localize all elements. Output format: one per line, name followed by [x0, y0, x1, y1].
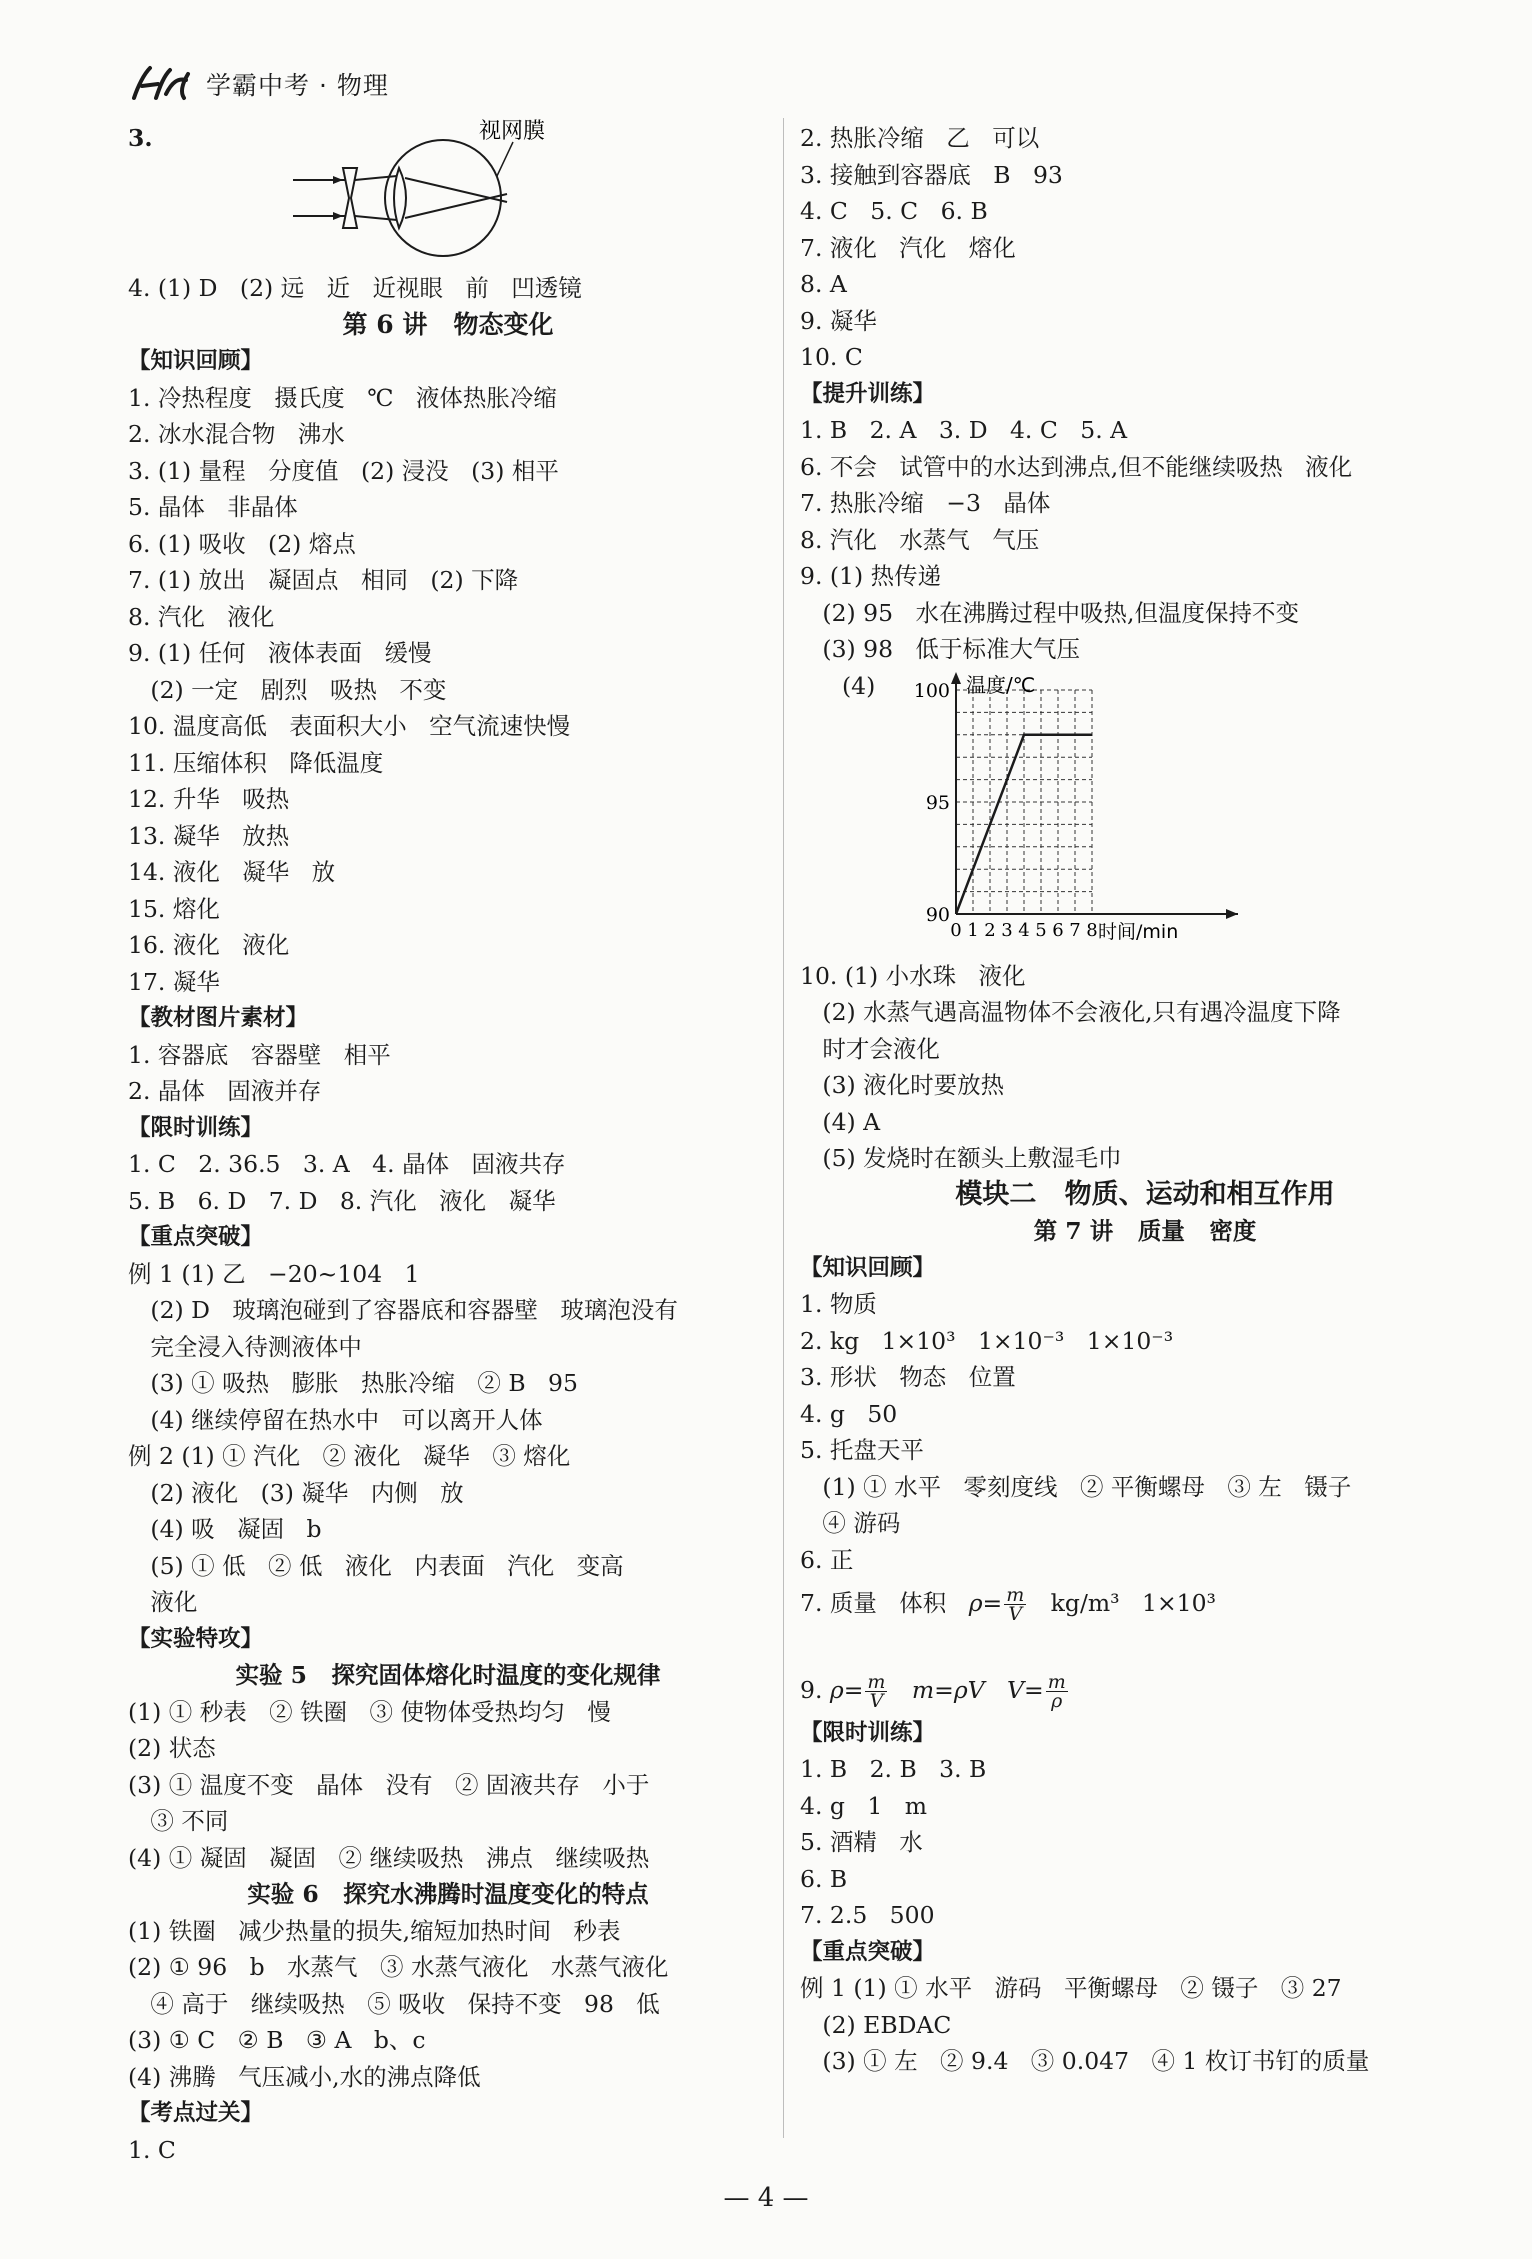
answer-line: 8. 汽化 水蒸气 气压 — [800, 525, 1040, 554]
denominator: ρ — [1051, 1689, 1063, 1712]
question-number: 3. — [128, 124, 153, 152]
answer-line: 1. C — [128, 2135, 176, 2164]
answer-line: 15. 熔化 — [128, 894, 220, 923]
formula-line — [800, 1665, 1490, 1715]
answer-line: 10. 温度高低 表面积大小 空气流速快慢 — [128, 712, 571, 740]
answer-line: 13. 凝华 放热 — [128, 821, 290, 850]
y-tick-label: 95 — [925, 791, 950, 814]
answer-line: (3) ① C ② B ③ A b、c — [128, 2026, 426, 2054]
answer-line: 1. 容器底 容器壁 相平 — [128, 1040, 391, 1069]
answer-line: (4) ① 凝固 凝固 ② 继续吸热 沸点 继续吸热 — [128, 1843, 650, 1872]
answer-line: 14. 液化 凝华 放 — [128, 858, 336, 886]
answer-line: (5) ① 低 ② 低 液化 内表面 汽化 变高 — [128, 1551, 624, 1580]
answer-line: (5) 发烧时在额头上敷湿毛巾 — [800, 1144, 1122, 1172]
answer-line: 6. (1) 吸收 (2) 熔点 — [128, 529, 356, 558]
experiment-title: 实验 6 探究水沸腾时温度变化的特点 — [247, 1880, 649, 1908]
x-tick-label: 2 — [984, 919, 996, 941]
x-tick-label: 8 — [1086, 919, 1098, 941]
x-tick-label: 1 — [967, 919, 979, 941]
answer-line: 11. 压缩体积 降低温度 — [128, 748, 384, 777]
answer-line: (2) 95 水在沸腾过程中吸热,但温度保持不变 — [800, 598, 1299, 627]
answer-line: (2) 液化 (3) 凝华 内侧 放 — [128, 1478, 464, 1507]
answer-line: 9. 凝华 — [800, 306, 877, 335]
module-title: 模块二 物质、运动和相互作用 — [955, 1178, 1335, 1210]
answer-line: 3. (1) 量程 分度值 (2) 浸没 (3) 相平 — [128, 456, 559, 485]
answer-line: (4) 继续停留在热水中 可以离开人体 — [128, 1405, 543, 1434]
answer-line: 10. (1) 小水珠 液化 — [800, 961, 1026, 990]
answer-line: 液化 — [128, 1588, 198, 1616]
denominator: V — [1008, 1603, 1023, 1625]
answer-line: 6. 正 — [800, 1545, 854, 1574]
answer-line: 5. 晶体 非晶体 — [128, 493, 298, 521]
graph-row — [800, 668, 1490, 958]
column-divider — [783, 118, 784, 2138]
section-heading: 【考点过关】 — [128, 2100, 264, 2126]
answer-line: 3. 形状 物态 位置 — [800, 1363, 1016, 1391]
answer-line: 时才会液化 — [800, 1034, 940, 1063]
answer-line: (3) 98 低于标准大气压 — [800, 635, 1080, 663]
x-tick-label: 0 — [950, 919, 962, 941]
answer-line: ④ 高于 继续吸热 ⑤ 吸收 保持不变 98 低 — [128, 1989, 660, 2018]
answer-line: (2) ① 96 b 水蒸气 ③ 水蒸气液化 水蒸气液化 — [128, 1953, 669, 1981]
retina-label: 视网膜 — [479, 119, 546, 144]
answer-line: (1) 铁圈 减少热量的损失,缩短加热时间 秒表 — [128, 1916, 621, 1945]
answer-line: 1. B 2. B 3. B — [800, 1755, 987, 1783]
answer-line: (3) ① 吸热 膨胀 热胀冷缩 ② B 95 — [128, 1369, 578, 1397]
page-header — [128, 62, 389, 106]
answer-line: 1. 冷热程度 摄氏度 ℃ 液体热胀冷缩 — [128, 383, 557, 412]
answer-line: 16. 液化 液化 — [128, 931, 290, 959]
answer-line: 5. 托盘天平 — [800, 1436, 924, 1464]
section-heading: 【知识回顾】 — [128, 348, 264, 374]
eye-lens-diagram — [293, 119, 546, 270]
lecture-title: 第 7 讲 质量 密度 — [1033, 1217, 1257, 1245]
y-tick-label: 90 — [925, 903, 950, 926]
answer-line: (1) ① 秒表 ② 铁圈 ③ 使物体受热均匀 慢 — [128, 1697, 611, 1726]
answer-line: 6. B — [800, 1864, 848, 1893]
numerator: m — [1047, 1670, 1066, 1693]
answer-line: 8. A — [800, 270, 847, 298]
y-axis-label: 温度/℃ — [966, 672, 1036, 697]
answer-line: 1. B 2. A 3. D 4. C 5. A — [800, 416, 1128, 444]
answer-line: (2) EBDAC — [800, 2010, 952, 2039]
density-formula-line — [800, 1578, 1490, 1628]
answer-line: (2) 水蒸气遇高温物体不会液化,只有遇冷温度下降 — [800, 998, 1341, 1026]
x-tick-label: 4 — [1018, 919, 1030, 941]
answer-line: 3. 接触到容器底 B 93 — [800, 160, 1063, 189]
formula-prefix: 9. — [800, 1675, 830, 1704]
answer-line: 9. (1) 任何 液体表面 缓慢 — [128, 639, 432, 667]
answer-line: (4) 沸腾 气压减小,水的沸点降低 — [128, 2062, 481, 2091]
answer-line: 7. 液化 汽化 熔化 — [800, 233, 1016, 262]
answer-line: (3) ① 温度不变 晶体 没有 ② 固液共存 小于 — [128, 1770, 650, 1799]
section-heading: 【提升训练】 — [800, 380, 936, 407]
numerator: m — [867, 1670, 886, 1693]
sub-label: (4) — [842, 671, 876, 700]
answer-line: (3) 液化时要放热 — [800, 1071, 1005, 1099]
denominator: V — [869, 1689, 884, 1712]
answer-line: 5. B 6. D 7. D 8. 汽化 液化 凝华 — [128, 1186, 556, 1215]
answer-line: 8. 汽化 液化 — [128, 602, 275, 631]
answer-line: 2. 晶体 固液并存 — [128, 1077, 322, 1105]
answer-line: 7. 2.5 500 — [800, 1901, 935, 1929]
answer-line: 17. 凝华 — [128, 967, 220, 996]
temperature-time-chart — [913, 670, 1240, 958]
answer-line — [800, 1628, 1490, 1665]
eye-diagram-row — [128, 120, 768, 270]
answer-line: 10. C — [800, 343, 863, 371]
answer-line: 5. 酒精 水 — [800, 1828, 923, 1856]
x-axis-arrow — [1226, 909, 1238, 919]
fraction — [865, 1670, 887, 1712]
answer-line: (2) 一定 剧烈 吸热 不变 — [128, 675, 447, 704]
formula-suffix: kg/m³ 1×10³ — [1028, 1589, 1216, 1617]
answer-line: 1. 物质 — [800, 1290, 877, 1318]
section-heading: 【知识回顾】 — [800, 1254, 936, 1281]
x-tick-label: 6 — [1052, 919, 1064, 941]
x-tick-label: 7 — [1069, 919, 1081, 941]
answer-line: 例 2 (1) ① 汽化 ② 液化 凝华 ③ 熔化 — [128, 1442, 571, 1470]
y-axis-arrow — [951, 672, 961, 684]
section-heading: 【重点突破】 — [128, 1224, 264, 1250]
answer-line: 4. g 1 m — [800, 1791, 927, 1820]
x-tick-label: 5 — [1035, 919, 1047, 941]
answer-line: ④ 游码 — [800, 1509, 901, 1537]
page-number: — 4 — — [723, 2183, 809, 2213]
answer-line: 12. 升华 吸热 — [128, 785, 290, 813]
header-title: 学霸中考 · 物理 — [206, 71, 389, 100]
answer-line: 7. (1) 放出 凝固点 相同 (2) 下降 — [128, 566, 519, 594]
hn-logo-icon — [128, 64, 198, 104]
rho-symbol: ρ= — [968, 1589, 1003, 1617]
x-axis-label: 时间/min — [1098, 920, 1179, 943]
answer-line: 7. 热胀冷缩 −3 晶体 — [800, 489, 1051, 517]
answer-line: (1) ① 水平 零刻度线 ② 平衡螺母 ③ 左 镊子 — [800, 1472, 1352, 1501]
section-heading: 【重点突破】 — [800, 1938, 936, 1965]
answer-line: 例 1 (1) 乙 −20~104 1 — [128, 1259, 420, 1288]
section-heading: 【教材图片素材】 — [128, 1005, 309, 1031]
answer-line: 2. 热胀冷缩 乙 可以 — [800, 124, 1040, 152]
fraction — [1046, 1670, 1068, 1712]
answer-line: 完全浸入待测液体中 — [128, 1332, 362, 1361]
answer-line: (2) 状态 — [128, 1734, 216, 1762]
answer-line: 例 1 (1) ① 水平 游码 平衡螺母 ② 镊子 ③ 27 — [800, 1974, 1342, 2002]
experiment-title: 实验 5 探究固体熔化时温度的变化规律 — [235, 1661, 661, 1689]
answer-line: (4) 吸 凝固 b — [128, 1515, 322, 1543]
section-heading: 【实验特攻】 — [128, 1625, 264, 1652]
formula-middle: m=ρV V= — [889, 1675, 1044, 1704]
answer-line: 4. (1) D (2) 远 近 近视眼 前 凹透镜 — [128, 274, 582, 302]
answer-line: 1. C 2. 36.5 3. A 4. 晶体 固液共存 — [128, 1150, 566, 1178]
answer-line: 4. C 5. C 6. B — [800, 197, 988, 225]
answer-line: 9. (1) 热传递 — [800, 562, 942, 590]
numerator: m — [1006, 1584, 1025, 1606]
answer-line: 2. 冰水混合物 沸水 — [128, 420, 345, 448]
formula-prefix: 7. 质量 体积 — [800, 1589, 969, 1617]
fraction — [1004, 1586, 1026, 1623]
rho-symbol: ρ= — [829, 1675, 864, 1704]
answer-line: (2) D 玻璃泡碰到了容器底和容器壁 玻璃泡没有 — [128, 1296, 678, 1324]
answer-line: ③ 不同 — [128, 1807, 229, 1835]
left-column — [128, 120, 768, 2168]
right-column — [800, 120, 1490, 2080]
lecture-title: 第 6 讲 物态变化 — [342, 309, 554, 339]
answer-line: 4. g 50 — [800, 1399, 898, 1428]
answer-line: 6. 不会 试管中的水达到沸点,但不能继续吸热 液化 — [800, 452, 1353, 481]
section-heading: 【限时训练】 — [128, 1114, 264, 1141]
y-tick-label: 100 — [913, 679, 950, 702]
section-heading: 【限时训练】 — [800, 1719, 936, 1746]
x-tick-label: 3 — [1001, 919, 1013, 941]
answer-line: (3) ① 左 ② 9.4 ③ 0.047 ④ 1 枚订书钉的质量 — [800, 2047, 1370, 2075]
answer-line: (4) A — [800, 1107, 881, 1136]
answer-line: 2. kg 1×10³ 1×10⁻³ 1×10⁻³ — [800, 1326, 1174, 1355]
